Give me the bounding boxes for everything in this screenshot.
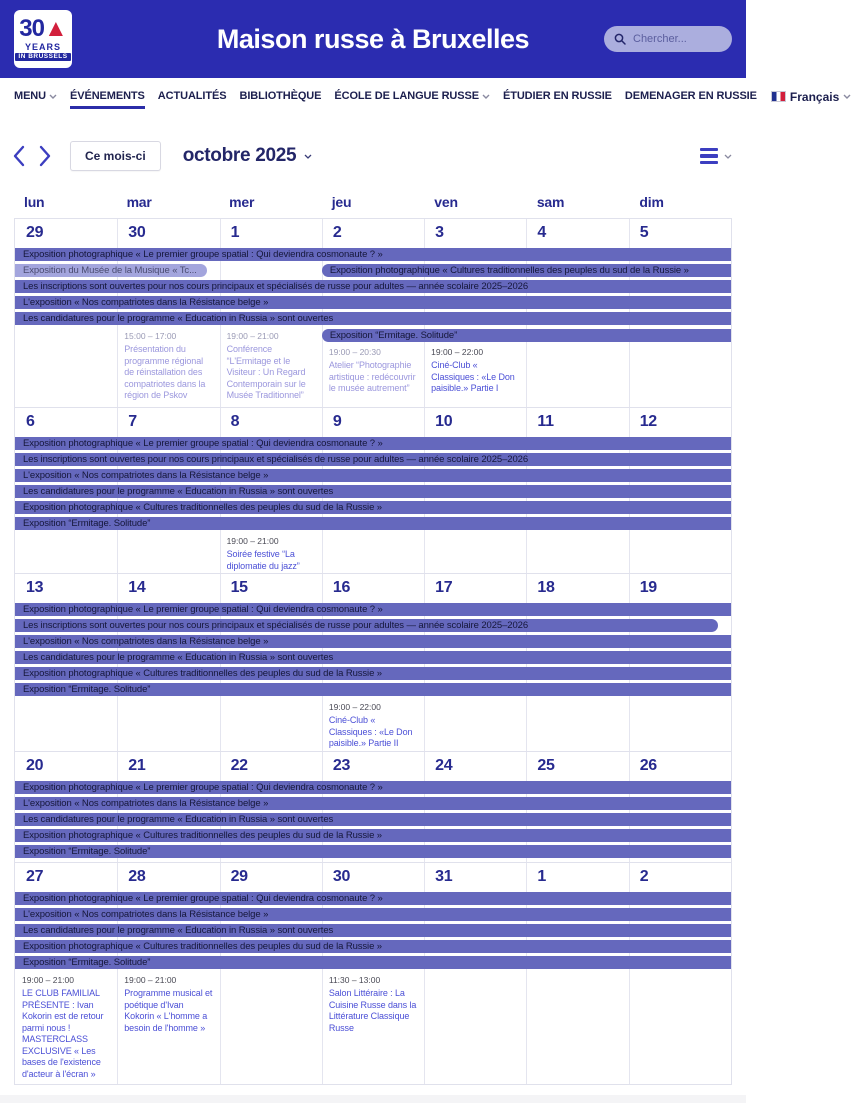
- date-number: 27: [26, 868, 44, 885]
- event-bar-label: Les inscriptions sont ouvertes pour nos cours principaux et spécialisés de russe pour adultes — année scolaire 2025–2026: [23, 454, 528, 465]
- date-number: 29: [230, 868, 248, 885]
- chevron-down-icon: [724, 154, 732, 159]
- date-cell: [117, 219, 219, 248]
- event-bar-label: L'exposition « Nos compatriotes dans la Résistance belge »: [23, 297, 269, 308]
- language-selector[interactable]: [771, 90, 851, 104]
- chevron-down-icon: [482, 94, 490, 99]
- date-cell: [117, 408, 219, 437]
- date-number: 10: [435, 413, 453, 430]
- event-bar-label: Exposition photographique « Cultures traditionnelles des peuples du sud de la Russie »: [329, 265, 689, 276]
- multiday-event-bar[interactable]: [15, 264, 207, 277]
- timed-event[interactable]: [322, 700, 424, 750]
- weekday-header: lun: [24, 194, 45, 210]
- date-cell: [15, 408, 117, 437]
- multiday-event-bar[interactable]: [15, 437, 731, 450]
- date-number: 17: [435, 579, 453, 596]
- date-cell: [629, 574, 731, 603]
- date-number: 30: [128, 224, 146, 241]
- date-cell: [424, 219, 526, 248]
- weekday-header-row: [14, 190, 732, 218]
- event-time: 15:00 – 17:00: [124, 331, 177, 341]
- date-cell: [220, 408, 322, 437]
- event-title: Atelier “Photographie artistique : redécouvrir le musée autrement”: [328, 360, 416, 393]
- multiday-event-bar[interactable]: [15, 813, 731, 826]
- date-number: 9: [332, 413, 342, 430]
- event-bar-label: Exposition du Musée de la Musique « Tc...: [23, 265, 197, 276]
- multiday-event-bar[interactable]: [15, 312, 731, 325]
- date-cell: [526, 574, 628, 603]
- nav-item-label: ÉVÉNEMENTS: [70, 90, 145, 102]
- nav-item--v-nements[interactable]: [70, 84, 145, 109]
- multiday-event-bar[interactable]: [15, 517, 731, 530]
- timed-event[interactable]: [117, 329, 219, 402]
- calendar-toolbar: [6, 140, 732, 172]
- timed-event[interactable]: [117, 973, 219, 1080]
- event-bar-label: Exposition photographique « Le premier groupe spatial : Qui deviendra cosmonaute ? »: [23, 438, 383, 449]
- page-title: Maison russe à Bruxelles: [216, 23, 530, 54]
- date-cell: [322, 863, 424, 892]
- event-title: Soirée festive “La diplomatie du jazz”: [226, 549, 300, 571]
- date-cell: [322, 219, 424, 248]
- timed-event[interactable]: [220, 534, 322, 572]
- calendar-week: [15, 407, 731, 573]
- event-time: 19:00 – 22:00: [328, 702, 381, 712]
- event-bar-label: L'exposition « Nos compatriotes dans la Résistance belge »: [23, 470, 269, 481]
- multiday-event-bar[interactable]: [15, 797, 731, 810]
- event-bar-label: Exposition photographique « Cultures traditionnelles des peuples du sud de la Russie »: [23, 941, 382, 952]
- date-number: 11: [537, 413, 554, 430]
- search-icon: [614, 33, 626, 45]
- date-cell: [629, 219, 731, 248]
- date-cell: [526, 863, 628, 892]
- view-menu-button[interactable]: [700, 148, 732, 165]
- search-box[interactable]: [604, 26, 732, 52]
- multiday-event-bar[interactable]: [15, 635, 731, 648]
- multiday-event-bar[interactable]: [15, 781, 731, 794]
- next-month-button[interactable]: [32, 143, 58, 169]
- weekday-header: dim: [639, 194, 664, 210]
- event-title: Salon Littéraire : La Cuisine Russe dans la Littérature Classique Russe: [328, 988, 417, 1033]
- event-bar-label: L'exposition « Nos compatriotes dans la Résistance belge »: [23, 909, 269, 920]
- date-number: 1: [230, 224, 240, 241]
- multiday-event-bar[interactable]: [15, 485, 731, 498]
- date-number: 28: [128, 868, 146, 885]
- nav-item-label: MENU: [14, 90, 46, 102]
- calendar-week: [15, 862, 731, 1084]
- multiday-event-bar[interactable]: [15, 956, 731, 969]
- month-selector[interactable]: [183, 145, 313, 167]
- date-number: 7: [128, 413, 137, 430]
- multiday-event-bar[interactable]: [15, 908, 731, 921]
- event-bar-label: Les candidatures pour le programme « Education in Russia » sont ouvertes: [23, 652, 334, 663]
- date-cell: [629, 752, 731, 781]
- weekday-header: mar: [126, 194, 152, 210]
- nav-item-label: DEMENAGER EN RUSSIE: [624, 90, 757, 102]
- multiday-event-bar[interactable]: [15, 940, 731, 953]
- date-number: 20: [26, 757, 44, 774]
- multiday-event-bar[interactable]: [15, 845, 731, 858]
- event-bar-label: Exposition photographique « Le premier groupe spatial : Qui deviendra cosmonaute ? »: [23, 782, 383, 793]
- date-number: 22: [230, 757, 248, 774]
- nav-item-label: BIBLIOTHÈQUE: [239, 90, 322, 102]
- event-title: Ciné-Club « Classiques : «Le Don paisible.» Partie I: [431, 360, 515, 393]
- date-number: 31: [435, 868, 453, 885]
- date-cell: [424, 863, 526, 892]
- date-number: 30: [332, 868, 351, 885]
- event-bar-label: Exposition “Ermitage. Solitude”: [23, 518, 151, 529]
- date-number: 5: [639, 224, 649, 241]
- nav-item-label: ÉCOLE DE LANGUE RUSSE: [334, 90, 479, 102]
- nav-item--cole-de-langue-russe[interactable]: [334, 84, 490, 109]
- date-number: 26: [639, 757, 657, 774]
- date-number: 23: [332, 757, 351, 774]
- multiday-event-bar[interactable]: [15, 924, 731, 937]
- site-header: [0, 0, 746, 78]
- date-cell: [526, 752, 628, 781]
- french-flag-icon: [771, 91, 786, 102]
- date-number: 2: [332, 224, 342, 241]
- date-cell: [220, 752, 322, 781]
- event-bar-label: Exposition photographique « Cultures traditionnelles des peuples du sud de la Russie »: [23, 668, 382, 679]
- date-number: 25: [537, 757, 555, 774]
- chevron-right-icon: [38, 145, 52, 167]
- date-cell: [526, 219, 628, 248]
- event-bar-label: Exposition “Ermitage. Solitude”: [23, 846, 151, 857]
- event-bar-label: Les candidatures pour le programme « Education in Russia » sont ouvertes: [23, 814, 334, 825]
- date-cell: [15, 752, 117, 781]
- date-cell: [15, 863, 117, 892]
- main-nav: [0, 78, 840, 115]
- nav-item--tudier-en-russie[interactable]: [503, 84, 612, 109]
- multiday-event-bar[interactable]: [15, 501, 731, 514]
- hamburger-icon: [700, 148, 718, 165]
- chevron-down-icon: [304, 154, 312, 159]
- date-cell: [629, 863, 731, 892]
- date-cell: [220, 863, 322, 892]
- nav-item-demenager-en-russie[interactable]: [625, 84, 757, 109]
- date-number: 2: [639, 868, 649, 885]
- event-time: 19:00 – 21:00: [124, 975, 177, 985]
- date-number: 12: [639, 413, 657, 430]
- date-cell: [322, 752, 424, 781]
- site-logo[interactable]: [14, 10, 72, 68]
- date-number: 4: [537, 224, 547, 241]
- date-number: 18: [537, 579, 555, 596]
- date-cell: [526, 408, 628, 437]
- multiday-event-bar[interactable]: [15, 829, 731, 842]
- multiday-event-bar[interactable]: [322, 329, 731, 342]
- date-number: 13: [26, 579, 44, 596]
- date-number: 19: [639, 579, 657, 596]
- event-bar-label: Exposition “Ermitage. Solitude”: [23, 957, 151, 968]
- weekday-header: sam: [536, 194, 565, 210]
- date-number: 29: [26, 224, 44, 241]
- event-title: Ciné-Club « Classiques : «Le Don paisible.» Partie II: [328, 715, 413, 748]
- nav-item-biblioth-que[interactable]: [239, 84, 321, 109]
- weekday-header: ven: [434, 194, 458, 210]
- multiday-event-bar[interactable]: [15, 296, 731, 309]
- timed-event[interactable]: [322, 973, 424, 1080]
- date-cell: [322, 574, 424, 603]
- event-bar-label: Exposition photographique « Le premier groupe spatial : Qui deviendra cosmonaute ? »: [23, 893, 383, 904]
- event-bar-label: Exposition photographique « Le premier groupe spatial : Qui deviendra cosmonaute ? »: [23, 249, 383, 260]
- multiday-event-bar[interactable]: [15, 248, 731, 261]
- multiday-event-bar[interactable]: [322, 264, 731, 277]
- date-cell: [424, 752, 526, 781]
- logo-in-brussels-text: IN BRUSSELS: [15, 53, 70, 62]
- logo-30-text: 30▲: [19, 14, 67, 42]
- multiday-event-bar[interactable]: [15, 469, 731, 482]
- event-bar-label: Exposition photographique « Cultures traditionnelles des peuples du sud de la Russie »: [23, 502, 382, 513]
- event-time: 19:00 – 21:00: [226, 331, 279, 341]
- date-number: 24: [435, 757, 453, 774]
- event-time: 19:00 – 21:00: [226, 536, 279, 546]
- date-cell: [424, 574, 526, 603]
- event-title: Programme musical et poétique d'Ivan Kokorin « L'homme a besoin de l'homme »: [124, 988, 213, 1033]
- event-bar-label: Exposition photographique « Cultures traditionnelles des peuples du sud de la Russie »: [23, 830, 382, 841]
- nav-item-label: ACTUALITÉS: [157, 90, 227, 102]
- date-number: 3: [435, 224, 444, 241]
- today-button[interactable]: Ce mois-ci: [70, 141, 161, 171]
- event-time: 19:00 – 20:30: [328, 347, 381, 357]
- calendar-week: [15, 573, 731, 751]
- event-bar-label: Exposition “Ermitage. Solitude”: [23, 684, 151, 695]
- date-number: 14: [128, 579, 146, 596]
- nav-item-menu[interactable]: [14, 84, 57, 109]
- multiday-event-bar[interactable]: [15, 280, 731, 293]
- date-number: 6: [26, 413, 35, 430]
- search-input[interactable]: [633, 33, 722, 45]
- date-cell: [220, 219, 322, 248]
- date-cell: [220, 574, 322, 603]
- event-time: 19:00 – 22:00: [431, 347, 484, 357]
- calendar-week: [15, 219, 731, 407]
- timed-event[interactable]: [220, 329, 322, 402]
- calendar-week: [15, 751, 731, 862]
- event-bar-label: Les inscriptions sont ouvertes pour nos cours principaux et spécialisés de russe pour adultes — année scolaire 2025–2026: [23, 620, 528, 631]
- event-title: Présentation du programme régional de réinstallation des compatriotes dans la région de Pskov: [124, 344, 206, 400]
- date-number: 15: [230, 579, 248, 596]
- event-bar-label: Les candidatures pour le programme « Education in Russia » sont ouvertes: [23, 925, 334, 936]
- multiday-event-bar[interactable]: [15, 892, 731, 905]
- date-cell: [117, 574, 219, 603]
- chevron-down-icon: [49, 94, 57, 99]
- event-time: 11:30 – 13:00: [328, 975, 381, 985]
- date-cell: [15, 574, 117, 603]
- event-bar-label: Les inscriptions sont ouvertes pour nos cours principaux et spécialisés de russe pour adultes — année scolaire 2025–2026: [23, 281, 528, 292]
- event-time: 19:00 – 21:00: [22, 975, 74, 985]
- nav-item-label: ÉTUDIER EN RUSSIE: [502, 90, 612, 102]
- date-cell: [322, 408, 424, 437]
- event-bar-label: Les candidatures pour le programme « Education in Russia » sont ouvertes: [23, 313, 334, 324]
- event-bar-label: Les candidatures pour le programme « Education in Russia » sont ouvertes: [23, 486, 334, 497]
- date-number: 21: [128, 757, 146, 774]
- event-bar-label: L'exposition « Nos compatriotes dans la Résistance belge »: [23, 636, 269, 647]
- multiday-event-bar[interactable]: [15, 683, 731, 696]
- month-label: octobre 2025: [182, 145, 297, 166]
- multiday-event-bar[interactable]: [15, 651, 731, 664]
- event-bar-label: Exposition “Ermitage. Solitude”: [329, 330, 458, 341]
- multiday-event-bar[interactable]: [15, 619, 718, 632]
- prev-month-button[interactable]: [6, 143, 32, 169]
- multiday-event-bar[interactable]: [15, 603, 731, 616]
- date-cell: [117, 752, 219, 781]
- multiday-event-bar[interactable]: [15, 453, 731, 466]
- page-footer: [0, 1095, 746, 1103]
- date-cell: [117, 863, 219, 892]
- date-number: 1: [537, 868, 547, 885]
- timed-event[interactable]: [424, 345, 526, 402]
- chevron-down-icon: [843, 94, 851, 99]
- event-title: LE CLUB FAMILIAL PRÉSENTE : Ivan Kokorin est de retour parmi nous ! MASTERCLASS EXCLUSIVE « Les bases de l'existence d'acteur à l'écran »: [22, 988, 104, 1079]
- chevron-left-icon: [12, 145, 26, 167]
- logo-years-text: YEARS: [24, 41, 61, 52]
- date-number: 16: [332, 579, 351, 596]
- weekday-header: mer: [229, 194, 255, 210]
- timed-event[interactable]: [15, 973, 117, 1080]
- calendar-grid: [14, 218, 732, 1085]
- event-bar-label: Exposition photographique « Le premier groupe spatial : Qui deviendra cosmonaute ? »: [23, 604, 383, 615]
- multiday-event-bar[interactable]: [15, 667, 731, 680]
- event-title: Conférence “L'Ermitage et le Visiteur : Un Regard Contemporain sur le Musée Traditionnel”: [226, 344, 306, 400]
- date-number: 8: [230, 413, 240, 430]
- date-cell: [629, 408, 731, 437]
- language-label: Français: [789, 89, 840, 104]
- timed-event[interactable]: [322, 345, 424, 402]
- nav-item-actualit-s[interactable]: [158, 84, 227, 109]
- date-cell: [15, 219, 117, 248]
- weekday-header: jeu: [331, 194, 352, 210]
- date-cell: [424, 408, 526, 437]
- event-bar-label: L'exposition « Nos compatriotes dans la Résistance belge »: [23, 798, 269, 809]
